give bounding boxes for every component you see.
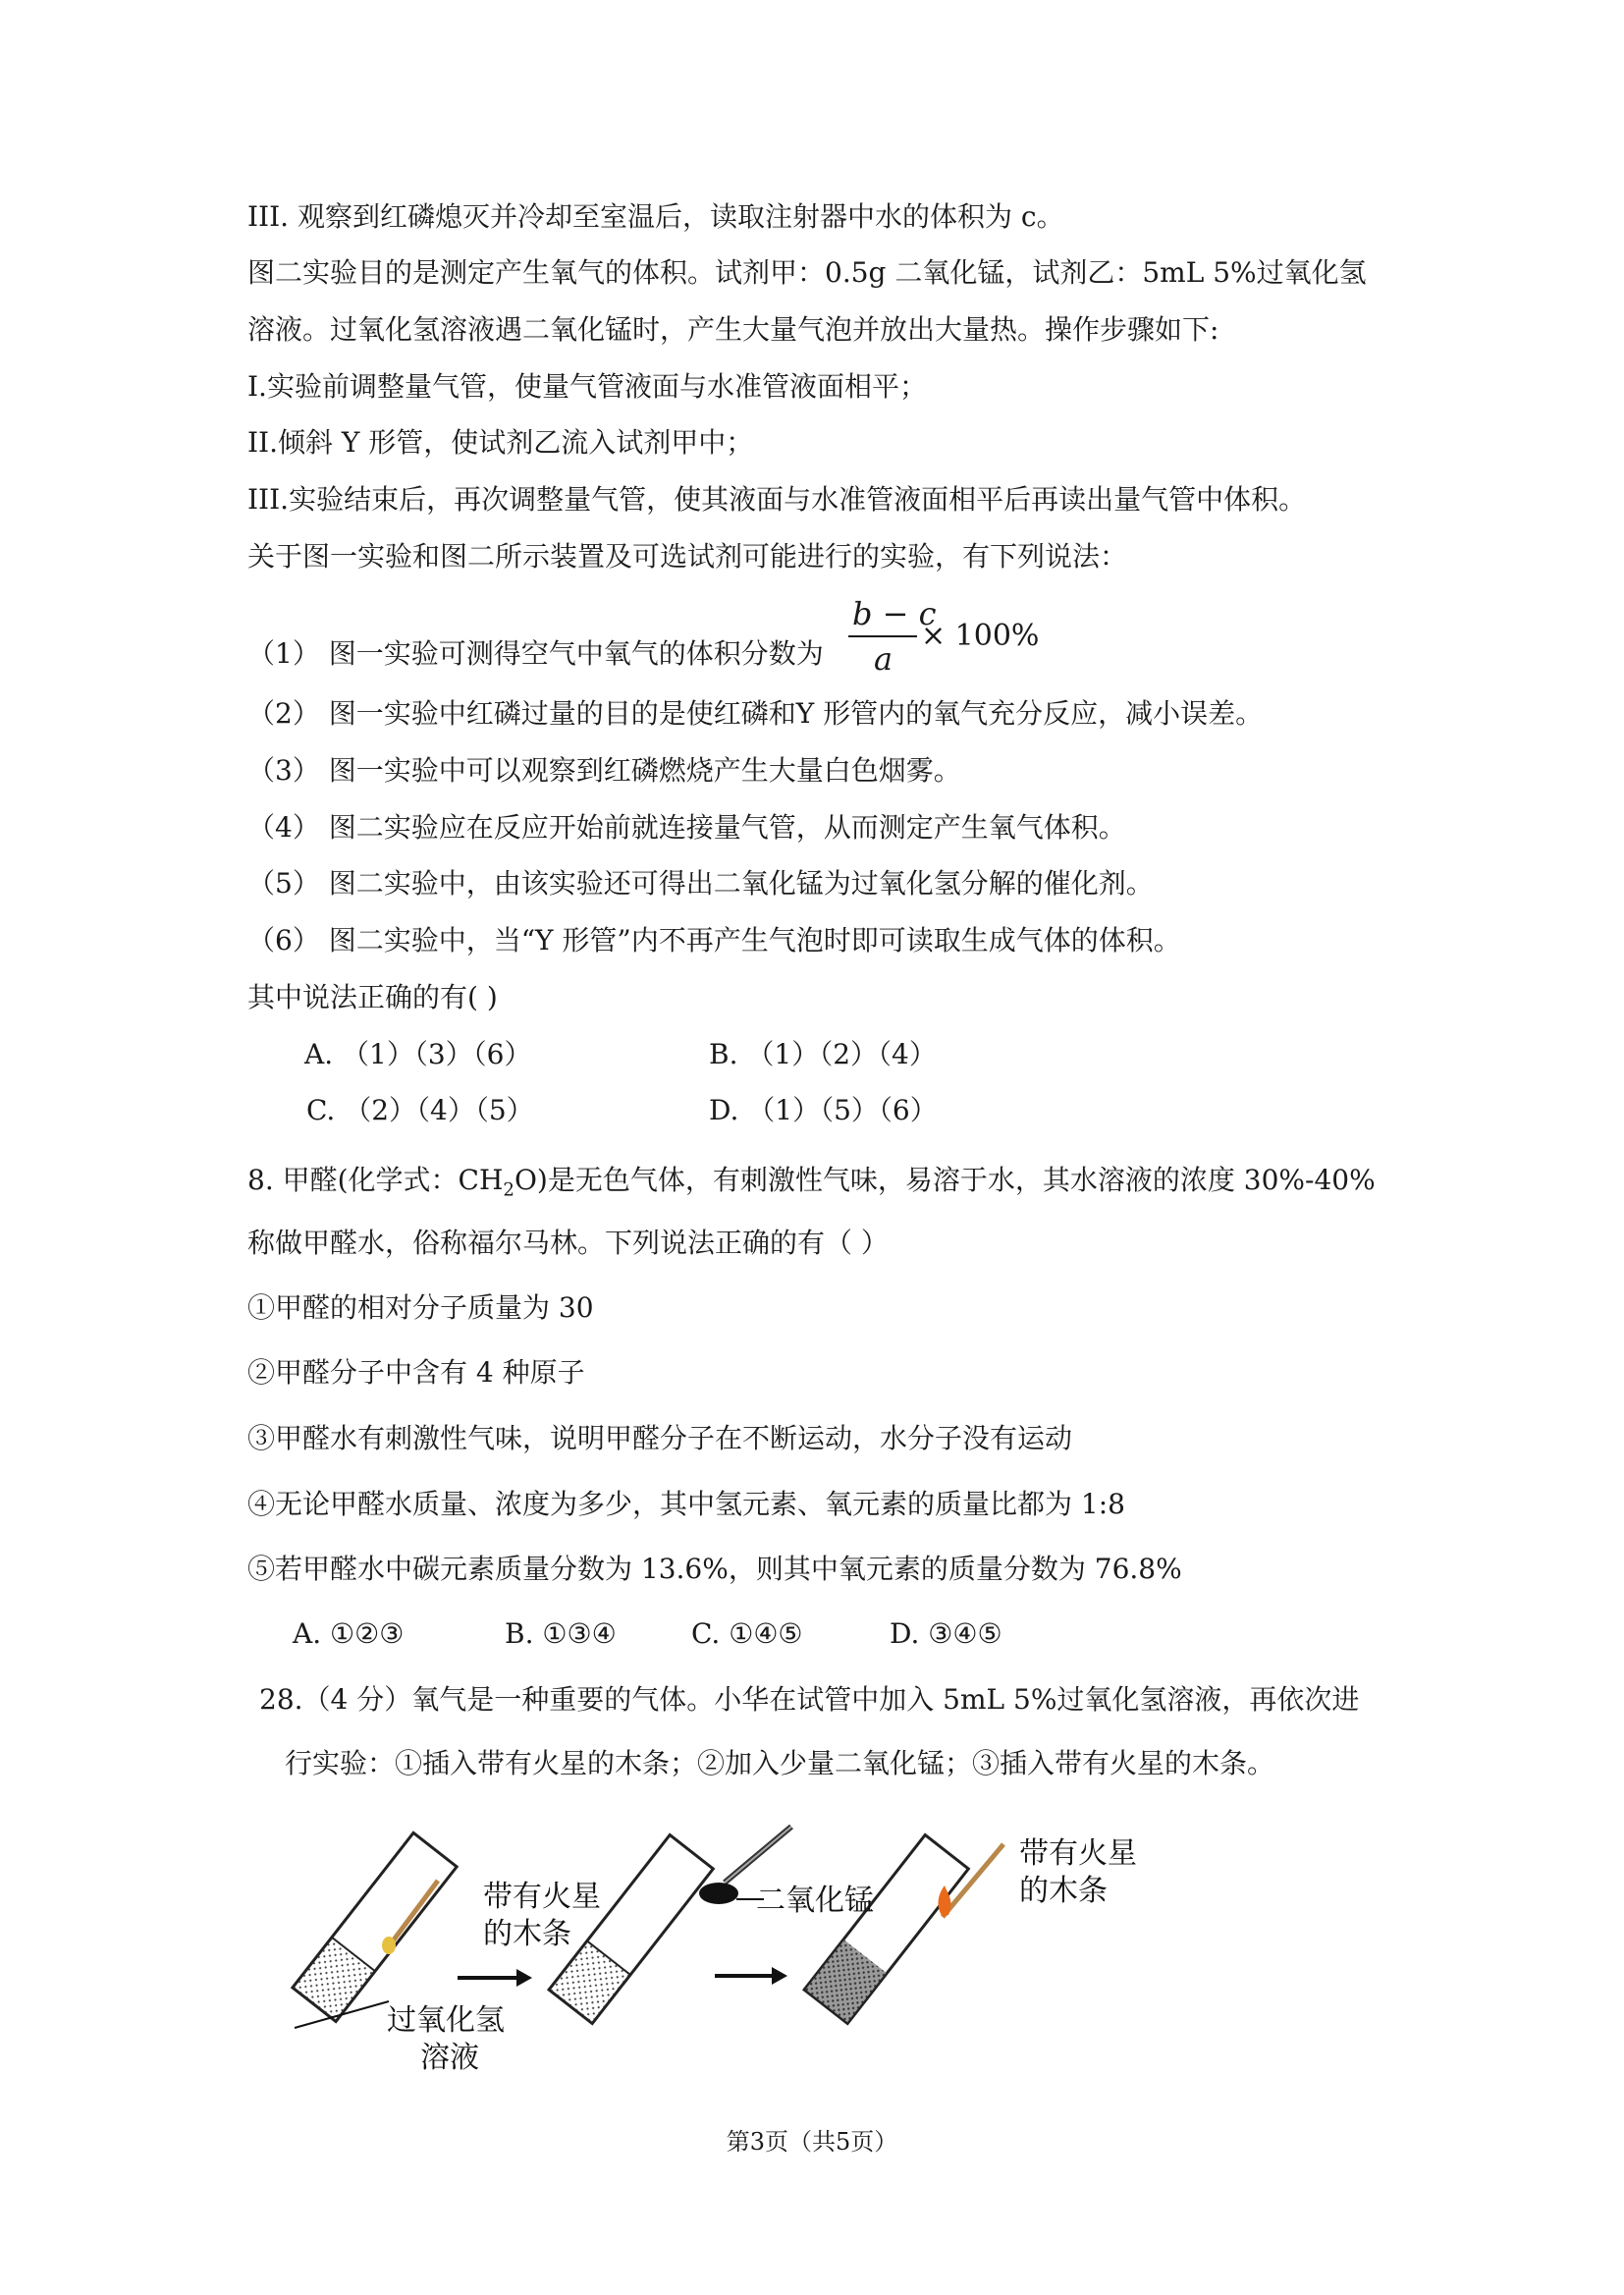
test-tube-1 — [293, 1832, 457, 2021]
splint-2-flame — [939, 1885, 951, 1917]
label-splint-2-line1: 带有火星 — [1019, 1836, 1137, 1871]
statement-5: （5） 图二实验中，由该实验还可得出二氧化锰为过氧化氢分解的催化剂。 — [247, 867, 1154, 900]
statement-1: （1） 图一实验可测得空气中氧气的体积分数为 — [247, 637, 824, 670]
q8-line1-post: O)是无色气体，有刺激性气味，易溶于水，其水溶液的浓度 30%-40% — [514, 1164, 1376, 1196]
formula-numerator: b − c — [852, 595, 937, 632]
text-line-fig2-steps: 溶液。过氧化氢溶液遇二氧化锰时，产生大量气泡并放出大量热。操作步骤如下: — [247, 313, 1219, 346]
q8-item-2: ②甲醛分子中含有 4 种原子 — [247, 1356, 585, 1389]
q7-option-a[interactable]: A. （1）（3）（6） — [304, 1038, 532, 1070]
formula-tail: × 100% — [921, 619, 1040, 653]
q8-option-a[interactable]: A. ①②③ — [293, 1617, 405, 1650]
text-line-statements-intro: 关于图一实验和图二所示装置及可选试剂可能进行的实验，有下列说法： — [247, 540, 1128, 573]
text-line-step-3: III.实验结束后，再次调整量气管，使其液面与水准管液面相平后再读出量气管中体积。 — [247, 483, 1307, 516]
question-28-line-1: 28.（4 分）氧气是一种重要的气体。小华在试管中加入 5mL 5%过氧化氢溶液，再依次进 — [259, 1683, 1360, 1716]
test-tube-2 — [549, 1834, 713, 2023]
text-line-fig2-purpose: 图二实验目的是测定产生氧气的体积。试剂甲：0.5g 二氧化锰，试剂乙：5mL 5%过氧化氢 — [247, 256, 1367, 289]
label-solution-line2: 溶液 — [420, 2041, 479, 2075]
statement-6: （6） 图二实验中，当“Y 形管”内不再产生气泡时即可读取生成气体的体积。 — [247, 924, 1181, 956]
test-tube-3 — [804, 1834, 968, 2023]
q7-option-d[interactable]: D. （1）（5）（6） — [709, 1094, 938, 1126]
question-8-line-2: 称做甲醛水，俗称福尔马林。下列说法正确的有（ ） — [247, 1227, 889, 1259]
text-line-observe-c: III. 观察到红磷熄灭并冷却至室温后，读取注射器中水的体积为 c。 — [247, 200, 1064, 233]
q8-option-d[interactable]: D. ③④⑤ — [890, 1617, 1002, 1650]
statement-2: （2） 图一实验中红磷过量的目的是使红磷和Y 形管内的氧气充分反应，减小误差。 — [247, 697, 1264, 730]
label-splint-1-line1: 带有火星 — [483, 1880, 601, 1914]
label-splint-2-line2: 的木条 — [1019, 1874, 1108, 1908]
mno2-powder — [699, 1883, 738, 1904]
test-tube-3-solution — [805, 1940, 886, 2022]
label-solution-line1: 过氧化氢 — [387, 2003, 505, 2038]
q8-option-c[interactable]: C. ①④⑤ — [691, 1617, 803, 1650]
q8-item-3: ③甲醛水有刺激性气味，说明甲醛分子在不断运动，水分子没有运动 — [247, 1422, 1073, 1454]
splint-1-ember — [382, 1937, 396, 1954]
statement-4: （4） 图二实验应在反应开始前就连接量气管，从而测定产生氧气体积。 — [247, 811, 1126, 844]
question-28-line-2: 行实验：①插入带有火星的木条；②加入少量二氧化锰；③插入带有火星的木条。 — [285, 1747, 1275, 1779]
q8-option-b[interactable]: B. ①③④ — [505, 1617, 617, 1650]
text-line-step-1: I.实验前调整量气管，使量气管液面与水准管液面相平； — [247, 370, 927, 403]
label-mno2: 二氧化锰 — [756, 1884, 874, 1918]
page-footer: 第3页（共5页） — [726, 2128, 898, 2156]
q8-item-5: ⑤若甲醛水中碳元素质量分数为 13.6%，则其中氧元素的质量分数为 76.8% — [247, 1553, 1182, 1585]
question-7-prompt: 其中说法正确的有( ) — [247, 981, 498, 1013]
q7-option-b[interactable]: B. （1）（2）（4） — [709, 1038, 937, 1070]
test-tube-2-solution — [550, 1941, 629, 2022]
statement-3: （3） 图一实验中可以观察到红磷燃烧产生大量白色烟雾。 — [247, 754, 961, 787]
text-line-step-2: II.倾斜 Y 形管，使试剂乙流入试剂甲中； — [247, 426, 754, 459]
q8-line1-subscript: 2 — [503, 1179, 514, 1201]
q8-item-1: ①甲醛的相对分子质量为 30 — [247, 1291, 594, 1324]
arrow-1-head — [516, 1969, 532, 1987]
label-splint-1-line2: 的木条 — [483, 1917, 571, 1951]
formula-denominator: a — [874, 640, 893, 678]
arrow-2-head — [772, 1967, 787, 1985]
q8-line1-pre: 8. 甲醛(化学式：CH — [247, 1164, 504, 1196]
q8-item-4: ④无论甲醛水质量、浓度为多少，其中氢元素、氧元素的质量比都为 1:8 — [247, 1488, 1125, 1520]
q7-option-c[interactable]: C. （2）（4）（5） — [306, 1094, 534, 1126]
test-tube-1-solution — [294, 1938, 374, 2020]
